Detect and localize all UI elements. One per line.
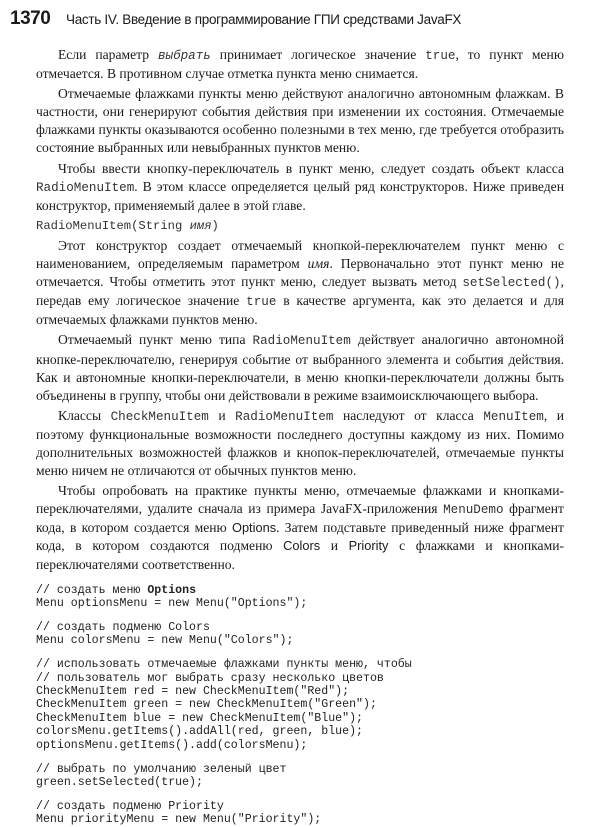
code-line: // пользователь мог выбрать сразу несколько цветов: [36, 671, 384, 685]
code-line: Menu optionsMenu = new Menu("Options");: [36, 597, 308, 611]
paragraph-5: Отмечаемый пункт меню типа RadioMenuItem действует аналогично автономной кнопке-переключателю, генерируя событие от выбранного элемента и события действия. Как и автономные кнопки-переключатели, в меню кнопки-переключатели должны быть объединены в группу, чтобы они действовали в режиме взаимоисключающего выбора.: [36, 332, 564, 403]
page-header: [10, 8, 590, 34]
code-line: CheckMenuItem red = new CheckMenuItem("Red");: [36, 685, 350, 699]
code-line: // создать подменю Priority: [36, 799, 224, 813]
code-line: // использовать отмечаемые флажками пункты меню, чтобы: [36, 658, 412, 672]
code-line: green.setSelected(true);: [36, 776, 203, 789]
paragraph-2: Отмечаемые флажками пункты меню действуют аналогично автономным флажкам. В частности, они генерируют события действия при изменении их состояния. Отмечаемые флажками пункты оказываются особенно полезными в тех меню, где требуется отобразить состояние выбранных или невыбранных пунктов меню.: [36, 86, 564, 156]
paragraph-7: Чтобы опробовать на практике пункты меню, отмечаемые флажками и кнопками-переключателями, удалите сначала из примера JavaFX-приложения MenuDemo фрагмент кода, в котором создается меню Options. Затем подставьте приведенный ниже фрагмент кода, в котором создаются подменю Colors и Priority с флажками и кнопками-переключателями соответственно.: [36, 483, 564, 572]
running-title: Часть IV. Введение в программирование ГПИ средствами JavaFX: [66, 12, 462, 27]
code-line: // создать подменю Colors: [36, 620, 210, 634]
code-line: CheckMenuItem blue = new CheckMenuItem("Blue");: [36, 711, 363, 725]
paragraph-3: Чтобы ввести кнопку-переключатель в пункт меню, следует создать объект класса RadioMenuItem. В этом классе определяется целый ряд конструкторов. Ниже приведен конструктор, применяемый далее в этой главе.: [36, 160, 564, 213]
code-line: CheckMenuItem green = new CheckMenuItem("Green");: [36, 698, 377, 712]
code-line: Menu colorsMenu = new Menu("Colors");: [36, 634, 294, 648]
code-line: Menu priorityMenu = new Menu("Priority");: [36, 813, 322, 827]
code-line: optionsMenu.getItems().add(colorsMenu);: [36, 738, 308, 752]
paragraph-4: Этот конструктор создает отмечаемый кнопкой-переключателем пункт меню с наименованием, определяемым параметром имя. Первоначально этот пункт меню не отмечается. Чтобы отметить этот пункт меню, следует вызвать метод setSelected(), передав ему логическое значение true в качестве аргумента, как это делается и для отмечаемых флажками пунктов меню.: [36, 237, 565, 328]
code-line: // создать меню Options: [36, 583, 197, 597]
page-number: 1370: [10, 8, 51, 29]
code-listing: [36, 584, 564, 827]
page-body: [36, 46, 564, 827]
paragraph-1: Если параметр выбрать принимает логическое значение true, то пункт меню отмечается. В противном случае отметка пункта меню снимается.: [36, 47, 564, 82]
code-line: colorsMenu.getItems().addAll(red, green, blue);: [36, 725, 363, 739]
code-line: // выбрать по умолчанию зеленый цвет: [36, 762, 287, 776]
paragraph-6: Классы CheckMenuItem и RadioMenuItem наследуют от класса MenuItem, и поэтому функциональные возможности последнего доступны каждому из них. Помимо дополнительных возможностей флажков и кнопок-переключателей, отмечаемые пункты меню ничем не отличаются от обычных пунктов меню.: [36, 407, 565, 479]
constructor-signature: RadioMenuItem(String имя): [36, 218, 219, 233]
